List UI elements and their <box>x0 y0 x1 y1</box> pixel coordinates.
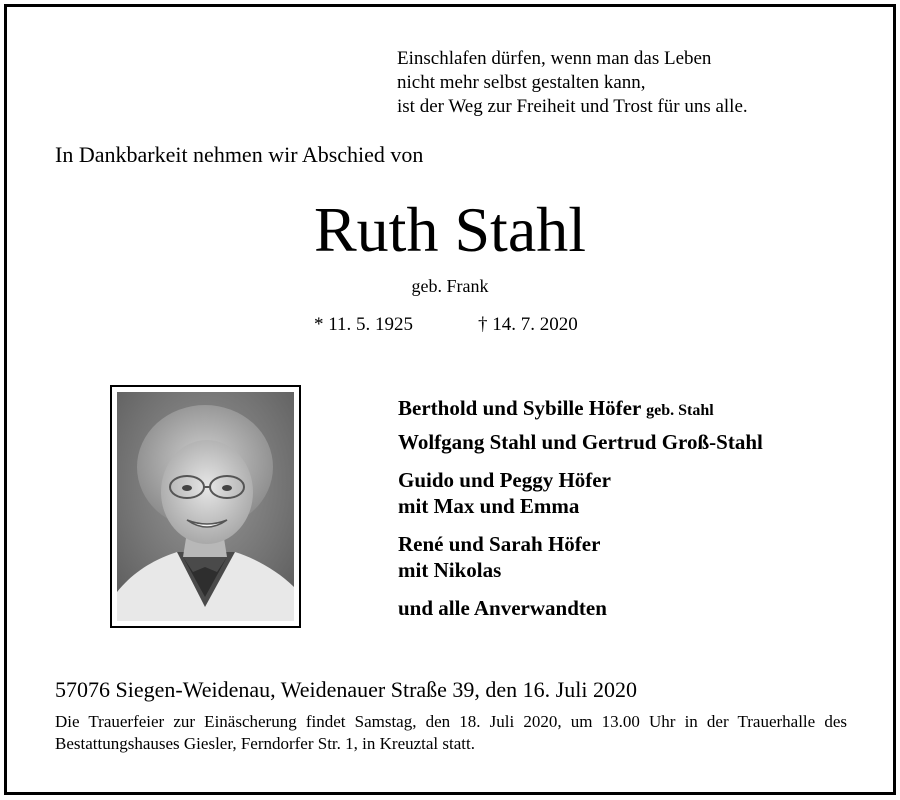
mourner-line: René und Sarah Höfer <box>398 532 601 556</box>
intro-text: In Dankbarkeit nehmen wir Abschied von <box>55 142 424 167</box>
portrait-photo-icon <box>117 392 294 621</box>
funeral-notice: Die Trauerfeier zur Einäscherung findet Samstag, den 18. Juli 2020, um 13.00 Uhr in der Trauerhalle des Bestattungshauses Giesler, Ferndorfer Str. 1, in Kreuztal statt. <box>55 712 847 753</box>
maiden-name: geb. Frank <box>411 276 489 296</box>
mourner-maiden-name: geb. Stahl <box>646 402 714 419</box>
portrait-frame <box>110 385 301 628</box>
place-and-date: 57076 Siegen-Weidenau, Weidenauer Straße 39, den 16. Juli 2020 <box>55 677 637 702</box>
motto-verse <box>397 47 748 119</box>
mourner-line <box>398 395 714 424</box>
motto-line: ist der Weg zur Freiheit und Trost für uns alle. <box>397 96 748 117</box>
birth-date: * 11. 5. 1925 <box>314 314 414 335</box>
death-date: † 14. 7. 2020 <box>478 314 578 335</box>
portrait-photo <box>117 392 294 621</box>
mourner-line: Wolfgang Stahl und Gertrud Groß-Stahl <box>398 430 763 454</box>
mourner-line: und alle Anverwandten <box>398 596 607 620</box>
motto-line: nicht mehr selbst gestalten kann, <box>397 72 646 93</box>
deceased-name: Ruth Stahl <box>313 194 587 265</box>
mourner-line: Guido und Peggy Höfer <box>398 468 611 492</box>
mourner-line: mit Max und Emma <box>398 494 580 518</box>
mourner-names: Berthold und Sybille Höfer <box>398 396 641 420</box>
mourner-line: mit Nikolas <box>398 558 502 582</box>
motto-line: Einschlafen dürfen, wenn man das Leben <box>397 48 712 69</box>
